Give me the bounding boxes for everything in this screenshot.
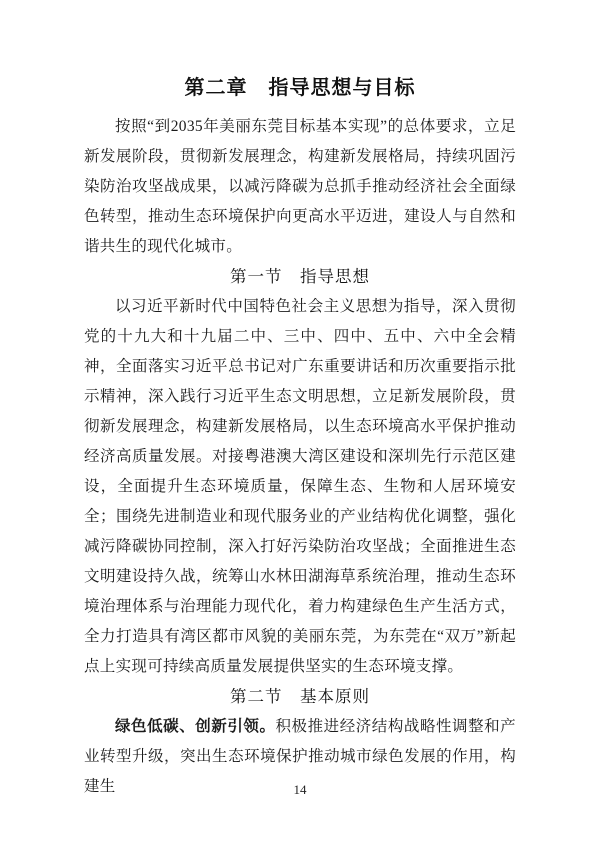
- page-number: 14: [293, 782, 307, 797]
- chapter-title: 第二章 指导思想与目标: [184, 77, 416, 99]
- intro-paragraph: 按照“到2035年美丽东莞目标基本实现”的总体要求，立足新发展阶段，贯彻新发展理念，构建新发展格局，持续巩固污染防治攻坚战成果，以减污降碳为总抓手推动经济社会全面绿色转型，推动生态环境保护向更高水平迈进，建设人与自然和谐共生的现代化城市。: [84, 118, 516, 255]
- section-2-title: 第二节 基本原则: [230, 687, 370, 706]
- section-2-lead-phrase: 绿色低碳、创新引领。: [115, 718, 276, 735]
- section-1-paragraph: 以习近平新时代中国特色社会主义思想为指导，深入贯彻党的十九大和十九届二中、三中、四中、五中、六中全会精神，全面落实习近平总书记对广东重要讲话和历次重要指示批示精神，深入践行习近平生态文明思想，立足新发展阶段，贯彻新发展理念，构建新发展格局，以生态环境高水平保护推动经济高质量发展。对接粤港澳大湾区建设和深圳先行示范区建设，全面提升生态环境质量，保障生态、生物和人居环境安全；围绕先进制造业和现代服务业的产业结构优化调整，强化减污降碳协同控制，深入打好污染防治攻坚战；全面推进生态文明建设持久战，统筹山水林田湖海草系统治理，推动生态环境治理体系与治理能力现代化，着力构建绿色生产生活方式，全力打造具有湾区都市风貌的美丽东莞，为东莞在“双万”新起点上实现可持续高质量发展提供坚实的生态环境支撑。: [84, 298, 516, 675]
- section-1-title: 第一节 指导思想: [230, 267, 370, 286]
- section-2-paragraph-text: 积极推进经济结构战略性调整和产业转型升级，突出生态环境保护推动城市绿色发展的作用，构建生: [84, 718, 516, 795]
- page-content: [84, 0, 516, 802]
